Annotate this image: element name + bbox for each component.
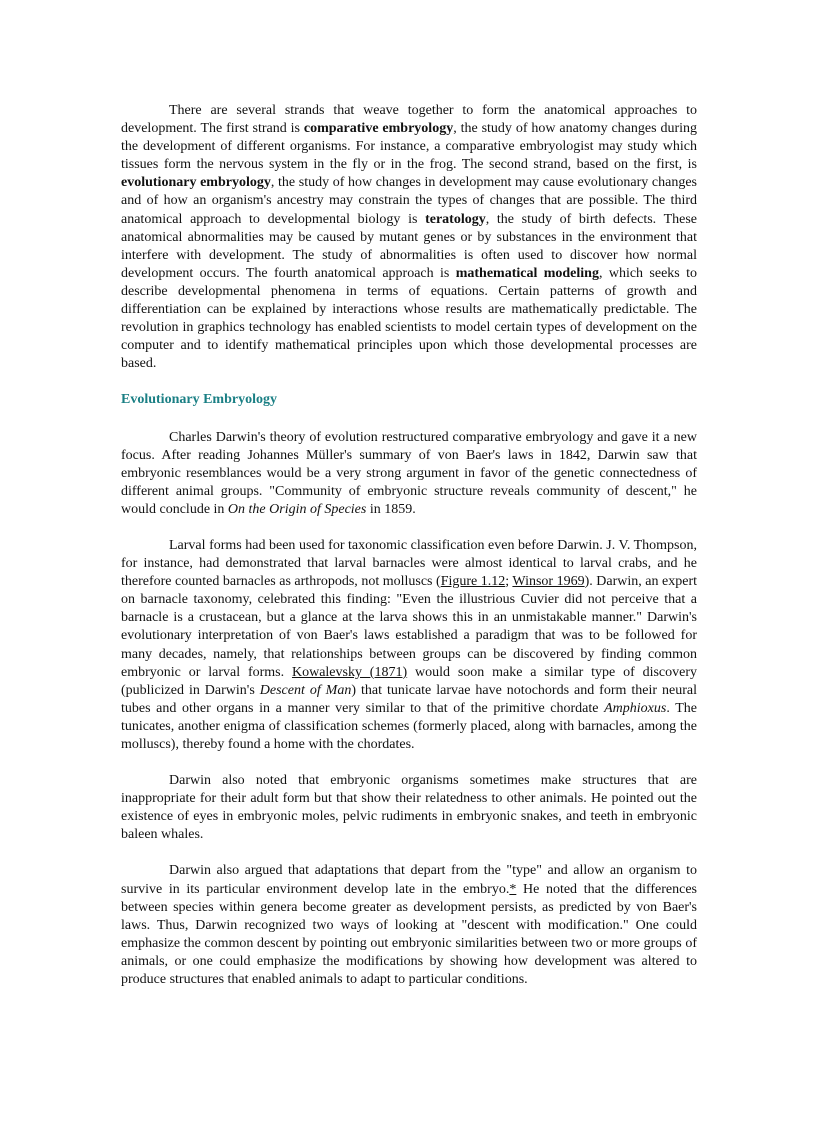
paragraph-larval-forms — [121, 537, 697, 754]
text-run: , the study of how changes in development may cause evolutionary changes and of how an organism's ancestry may constrain the types of changes that are possible. The third anatomical approach to developmental biology is — [121, 175, 697, 227]
text-run: He noted that the differences between species within genera become greater as development persists, as predicted by von Baer's laws. Thus, Darwin recognized two ways of looking at "descent with modification." One could emphasize the common descent by pointing out embryonic similarities between two or more groups of animals, or one could emphasize the modifications by showing how development was altered to produce structures that enabled animals to adapt to particular conditions. — [121, 881, 698, 988]
figure-1-12-link[interactable]: Figure 1.12 — [440, 574, 506, 590]
text-run: would soon make a similar type of discovery (publicized in Darwin's — [121, 664, 698, 698]
text-run: , the study of how anatomy changes during the development of different organisms. For instance, a comparative embryologist may study which tissues form the nervous system in the fly or in the frog. The second strand, based on the first, is — [121, 121, 697, 173]
paragraph-darwin-theory — [121, 429, 697, 519]
term-teratology: teratology — [425, 211, 486, 227]
term-mathematical-modeling: mathematical modeling — [455, 265, 599, 281]
text-run: , which seeks to describe developmental phenomena in terms of equations. Certain patterns of growth and differentiation can be explained by interactions whose results are mathematically predictable. The revolution in graphics technology has enabled scientists to model certain types of development on the computer and to identify mathematical principles upon which those developmental processes are based. — [121, 265, 698, 372]
text-run: . The tunicates, another enigma of classification schemes (formerly placed, along with barnacles, among the molluscs), thereby found a home with the chordates. — [121, 700, 697, 752]
winsor-1969-link[interactable]: Winsor 1969 — [512, 574, 585, 590]
text-run: There are several strands that weave together to form the anatomical approaches to development. The first strand is — [121, 103, 697, 137]
term-comparative-embryology: comparative embryology — [303, 121, 454, 137]
paragraph-embryonic-structures: Darwin also noted that embryonic organisms sometimes make structures that are inappropriate for their adult form but that show their relatedness to other animals. He pointed out the existence of eyes in embryonic moles, pelvic rudiments in embryonic snakes, and teeth in embryonic baleen whales. — [121, 773, 697, 843]
genus-amphioxus: Amphioxus — [604, 700, 667, 716]
text-run: , the study of birth defects. These anatomical abnormalities may be caused by mutant genes or by substances in the environment that interfere with development. The study of abnormalities is often used to discover how normal development occurs. The fourth anatomical approach is — [121, 211, 697, 281]
intro-paragraph — [121, 102, 697, 373]
text-run: Larval forms had been used for taxonomic classification even before Darwin. J. V. Thompson, for instance, had demonstrated that larval barnacles were almost identical to larval crabs, and he therefore counted barnacles as arthropods, not molluscs ( — [121, 537, 697, 590]
document-page — [121, 102, 697, 1007]
section-heading: Evolutionary Embryology — [121, 392, 277, 408]
text-run: ) that tunicate larvae have notochords and form their neural tubes and other organs in a manner very similar to that of the primitive chordate — [121, 682, 697, 716]
text-run: in 1859. — [366, 501, 416, 517]
term-evolutionary-embryology: evolutionary embryology — [121, 175, 271, 191]
text-run: Charles Darwin's theory of evolution restructured comparative embryology and gave it a new focus. After reading Johannes Müller's summary of von Baer's laws in 1842, Darwin saw that embryonic resemblances would be a very strong argument in favor of the genetic connectedness of different animal groups. "Community of embryonic structure reveals community of descent," he would conclude in — [121, 429, 697, 517]
book-title-origin-of-species: On the Origin of Species — [227, 501, 367, 517]
footnote-asterisk-link[interactable]: * — [509, 881, 517, 897]
paragraph-adaptations — [121, 862, 697, 989]
book-title-descent-of-man: Descent of Man — [259, 682, 352, 698]
text-run: ; — [505, 574, 513, 590]
kowalevsky-1871-link[interactable]: Kowalevsky (1871) — [291, 664, 408, 680]
text-run: Darwin also argued that adaptations that depart from the "type" and allow an organism to survive in its particular environment develop late in the embryo. — [121, 863, 697, 897]
text-run: ). Darwin, an expert on barnacle taxonomy, celebrated this finding: "Even the illustrious Cuvier did not perceive that a barnacle is a crustacean, but a glance at the larva shows this in an unmistakable manner." Darwin's evolutionary interpretation of von Baer's laws established a paradigm that was to be followed for many decades, namely, that relationships between groups can be discovered by finding common embryonic or larval forms. — [121, 574, 697, 680]
